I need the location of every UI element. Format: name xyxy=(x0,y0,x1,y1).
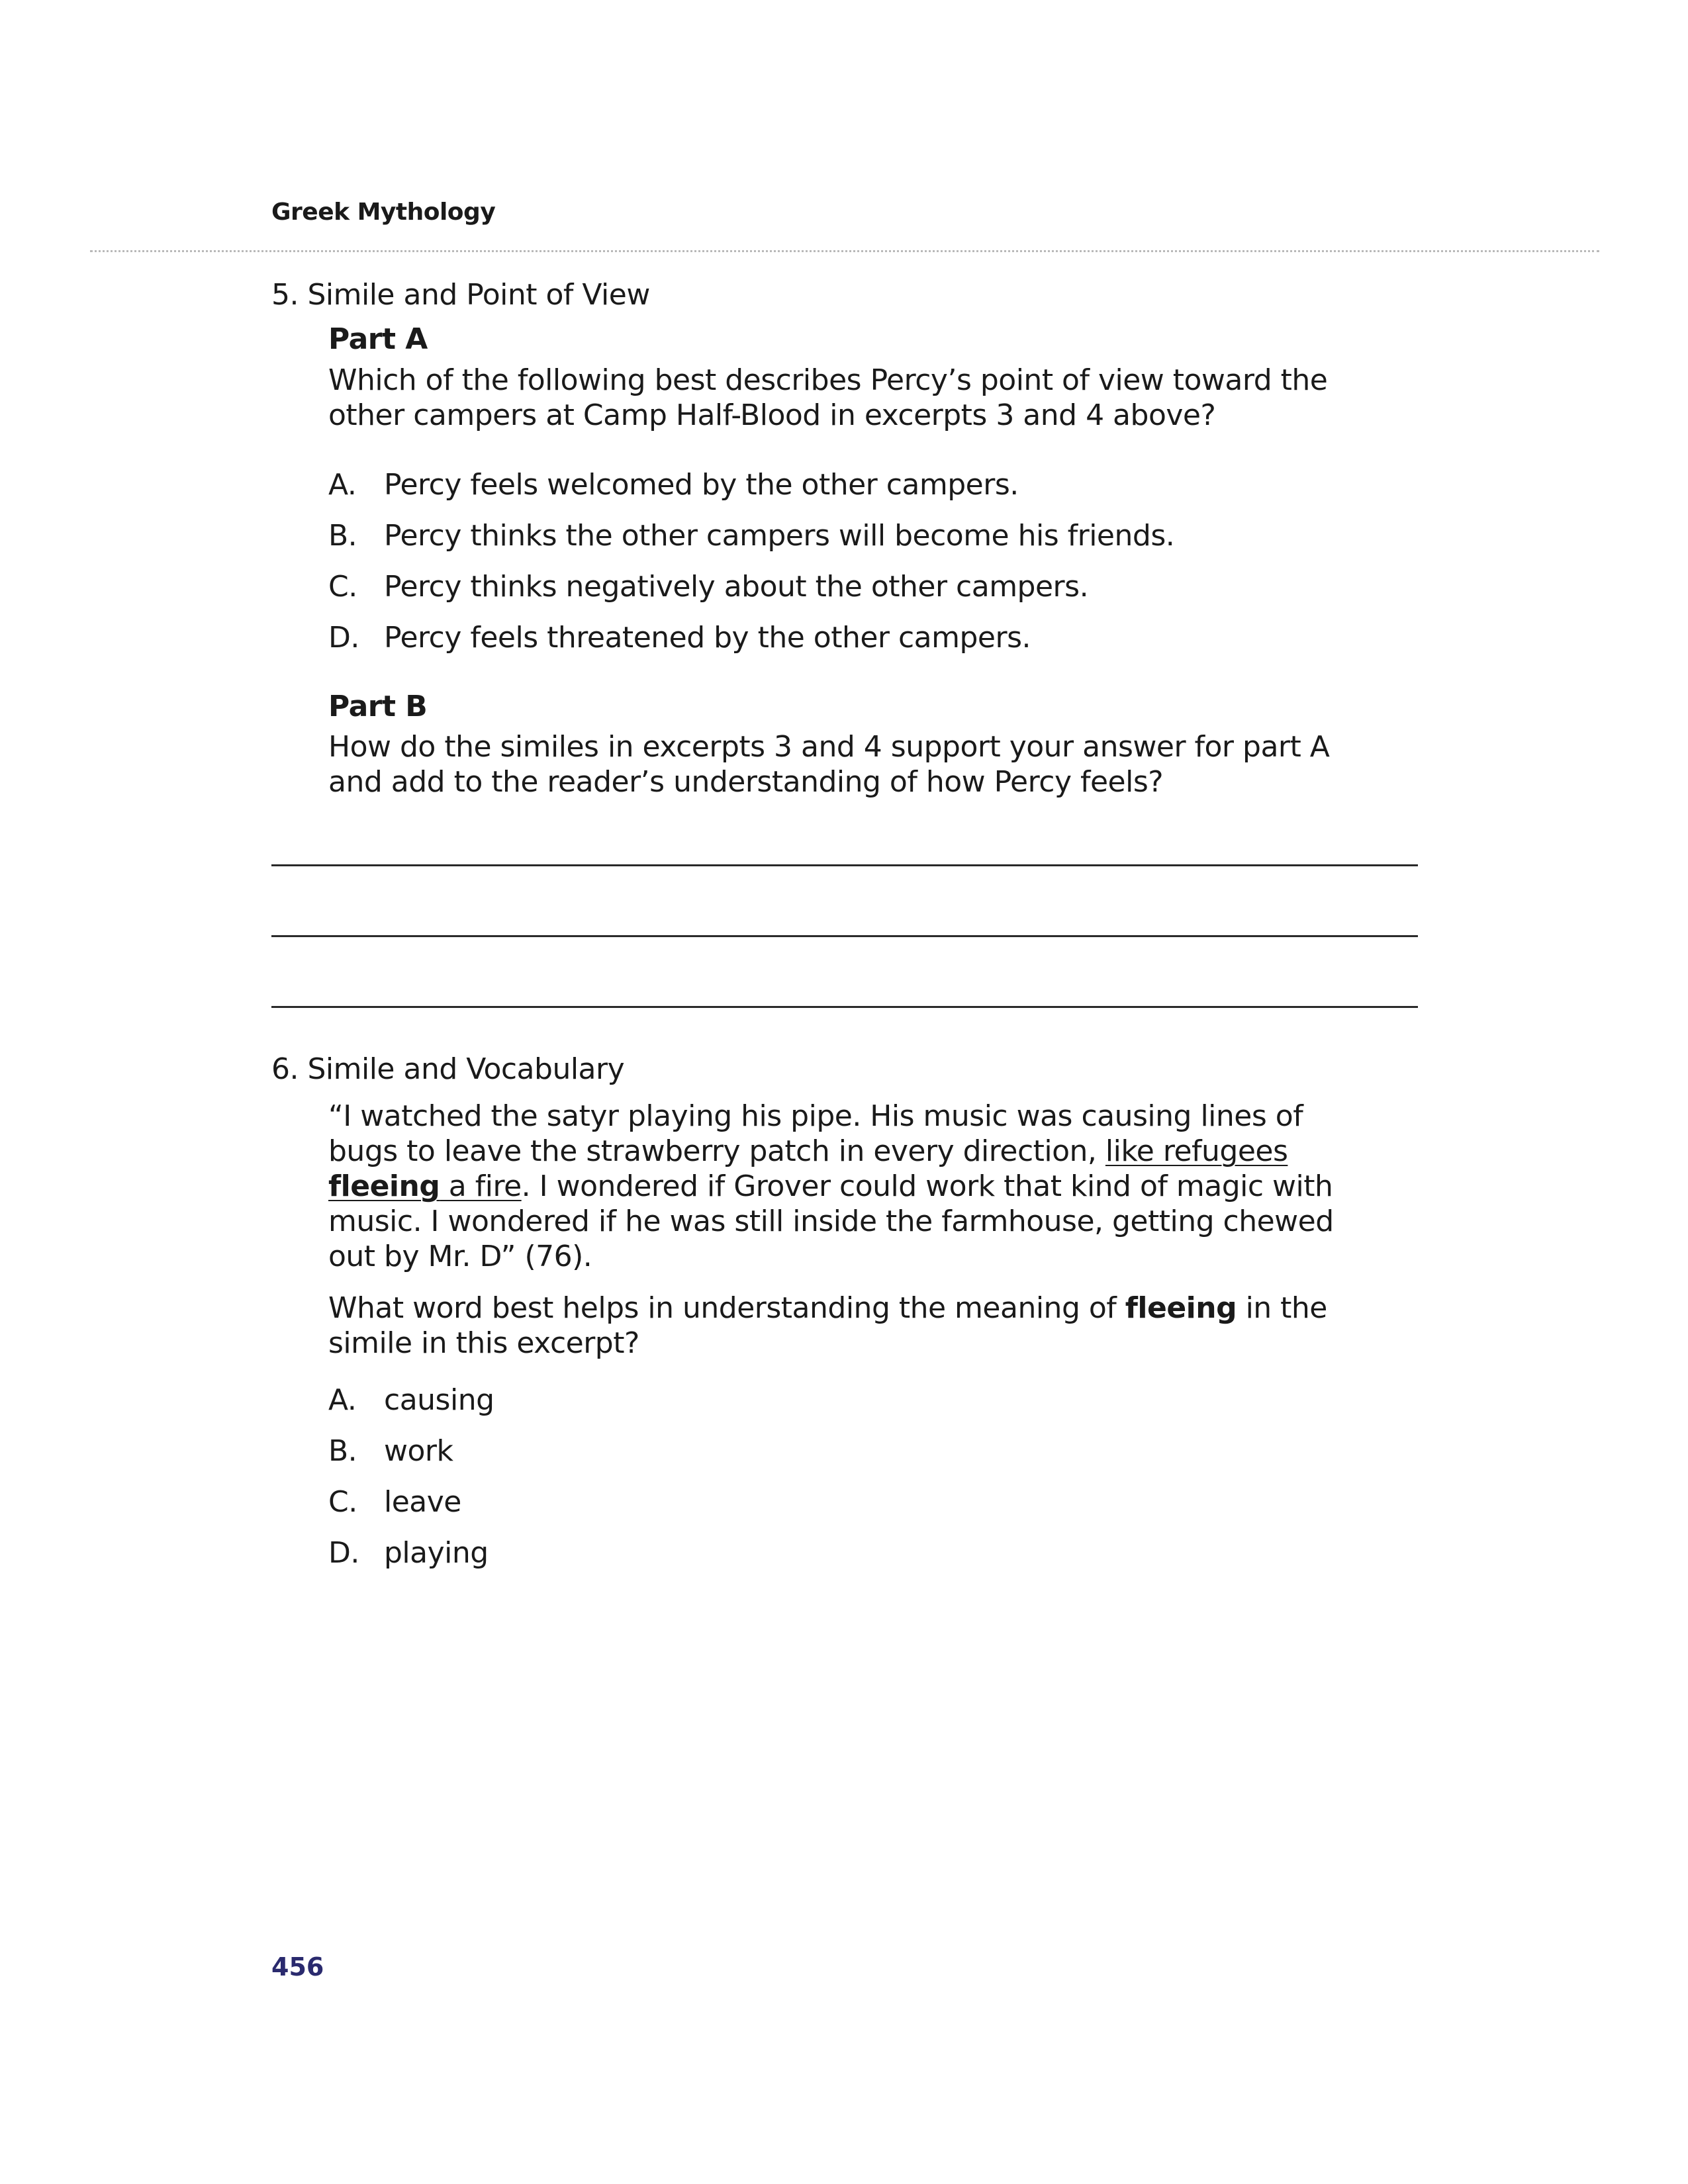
option-letter: C. xyxy=(328,570,357,604)
question-6-option[interactable] xyxy=(328,1536,489,1570)
option-text: leave xyxy=(384,1485,461,1519)
option-letter: B. xyxy=(328,519,357,553)
question-6-prompt xyxy=(328,1291,1368,1361)
simile-underlined: a fire xyxy=(440,1169,522,1203)
answer-line[interactable] xyxy=(271,864,1418,866)
question-5-title: 5. Simile and Point of View xyxy=(271,278,650,312)
prompt-text: in the simile in this excerpt? xyxy=(328,1291,1327,1360)
question-6-title: 6. Simile and Vocabulary xyxy=(271,1052,625,1086)
option-letter: B. xyxy=(328,1434,357,1468)
answer-line[interactable] xyxy=(271,1006,1418,1008)
header-divider xyxy=(90,250,1599,252)
option-text: Percy thinks negatively about the other campers. xyxy=(384,570,1089,604)
part-a-prompt: Which of the following best describes Percy’s point of view toward the other campers at Camp Half-Blood in excerpts 3 and 4 above? xyxy=(328,363,1328,432)
part-b-heading: Part B xyxy=(328,690,428,723)
part-a-option[interactable] xyxy=(328,621,1031,655)
part-a-option[interactable] xyxy=(328,570,1088,604)
option-text: Percy feels threatened by the other campers. xyxy=(384,621,1031,655)
part-b-prompt: How do the similes in excerpts 3 and 4 support your answer for part A and add to the reader’s understanding of how Percy feels? xyxy=(328,730,1330,799)
option-text: causing xyxy=(384,1383,494,1417)
answer-line[interactable] xyxy=(271,935,1418,937)
option-letter: C. xyxy=(328,1485,357,1519)
simile-underlined: like refugees xyxy=(1105,1134,1288,1168)
option-text: work xyxy=(384,1434,453,1468)
option-letter: D. xyxy=(328,621,359,655)
page-number: 456 xyxy=(271,1952,324,1981)
option-letter: D. xyxy=(328,1536,359,1570)
part-a-option[interactable] xyxy=(328,519,1174,553)
excerpt-text: “I watched the satyr playing his pipe. His music was causing lines of bugs to leave the strawberry patch in every direction, xyxy=(328,1099,1303,1168)
running-head: Greek Mythology xyxy=(271,199,496,226)
part-a-heading: Part A xyxy=(328,322,428,356)
option-text: Percy feels welcomed by the other campers. xyxy=(384,468,1019,502)
option-letter: A. xyxy=(328,1383,357,1417)
option-letter: A. xyxy=(328,468,357,502)
prompt-key-word: fleeing xyxy=(1125,1291,1237,1325)
question-6-option[interactable] xyxy=(328,1434,453,1468)
question-6-option[interactable] xyxy=(328,1485,461,1519)
option-text: Percy thinks the other campers will become his friends. xyxy=(384,519,1175,553)
part-a-option[interactable] xyxy=(328,468,1019,502)
excerpt-paragraph xyxy=(328,1099,1361,1274)
option-text: playing xyxy=(384,1536,489,1570)
excerpt-text: . I wondered if Grover could work that kind of magic with music. I wondered if he was still inside the farmhouse, getting chewed out by Mr. D” (76). xyxy=(328,1169,1334,1273)
prompt-text: What word best helps in understanding the meaning of xyxy=(328,1291,1125,1325)
question-6-option[interactable] xyxy=(328,1383,494,1417)
simile-key-word: fleeing xyxy=(328,1169,440,1203)
